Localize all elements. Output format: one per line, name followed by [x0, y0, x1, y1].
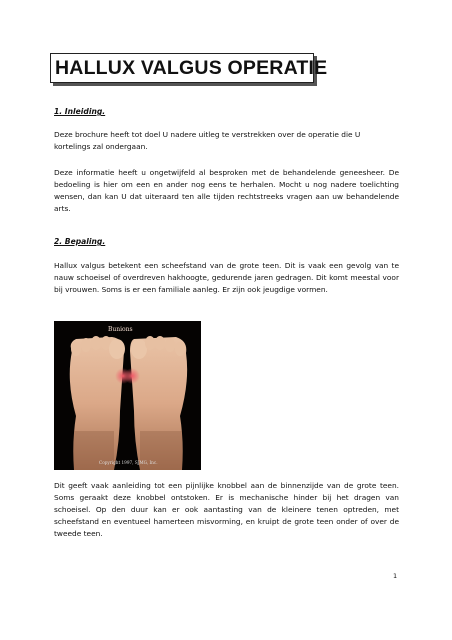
page-title: HALLUX VALGUS OPERATIE — [55, 56, 328, 79]
paragraph-bepaling-1: Hallux valgus betekent een scheefstand van de grote teen. Dit is vaak een gevolg van te nauw schoeisel of overdreven hakhoogte, gedurende jaren gedragen. Dit komt meestal voor bij vrouwen. Soms is er een familiale aanleg. Er zijn ook jeugdige vormen. — [54, 261, 399, 294]
bunion-feet-photo — [54, 321, 201, 470]
title-box — [50, 53, 328, 83]
page-number: 1 — [393, 572, 398, 580]
photo-label: Bunions — [108, 326, 133, 333]
feet-illustration — [54, 321, 201, 470]
section-heading-bepaling: 2. Bepaling. — [54, 237, 106, 246]
paragraph-inleiding-1: Deze brochure heeft tot doel U nadere uitleg te verstrekken over de operatie die U kortelings zal ondergaan. — [54, 130, 361, 151]
paragraph-inleiding-2: Deze informatie heeft u ongetwijfeld al besproken met de behandelende geneesheer. De bedoeling is hier om een en ander nog eens te herhalen. Mocht u nog nadere toelichting wensen, dan kan U dat uiteraard ten alle tijden rechtstreeks vragen aan uw behandelende arts. — [54, 168, 399, 213]
paragraph-bepaling-2: Dit geeft vaak aanleiding tot een pijnlijke knobbel aan de binnenzijde van de grote teen. Soms geraakt deze knobbel ontstoken. Er is mechanische hinder bij het dragen van schoeisel. Op den duur kan er ook aantasting van de kleinere tenen optreden, met scheefstand en eventueel hamerteen misvorming, en kruipt de grote teen onder of over de tweede teen. — [54, 481, 399, 538]
section-heading-inleiding: 1. Inleiding. — [54, 107, 106, 116]
photo-copyright: Copyright 1997, SJMG, Inc. — [99, 460, 158, 465]
